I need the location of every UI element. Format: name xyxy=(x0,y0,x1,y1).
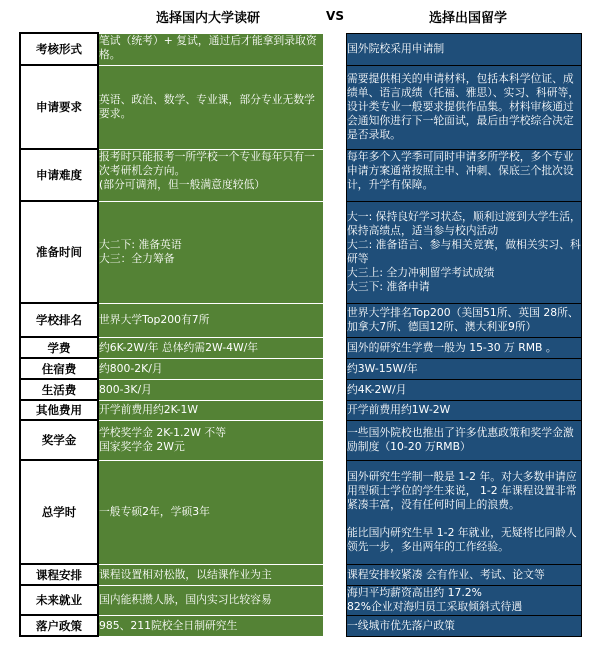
domestic-cell: 大二下: 准备英语 大三：全力筹备 xyxy=(98,201,324,303)
table-row xyxy=(20,460,582,564)
table-row xyxy=(20,379,582,400)
abroad-cell: 国外院校采用申请制 xyxy=(347,33,582,65)
domestic-cell: 约6K-2W/年 总体约需2W-4W/年 xyxy=(98,337,324,358)
abroad-cell: 国外的研究生学费一般为 15-30 万 RMB 。 xyxy=(347,337,582,358)
column-separator xyxy=(324,400,347,420)
domestic-cell: 课程设置相对松散，以结课作业为主 xyxy=(98,564,324,585)
column-separator xyxy=(324,358,347,379)
domestic-cell: 国内能积攒人脉，国内实习比较容易 xyxy=(98,585,324,615)
domestic-column-title: 选择国内大学读研 xyxy=(155,10,260,26)
abroad-cell: 海归平均薪资高出约 17.2% 82%企业对海归员工采取倾斜式待遇 xyxy=(347,585,582,615)
row-label: 总学时 xyxy=(20,460,98,564)
table-row xyxy=(20,33,582,65)
row-label: 其他费用 xyxy=(20,400,98,420)
abroad-cell: 课程安排较紧凑 会有作业、考试、论文等 xyxy=(347,564,582,585)
table-row xyxy=(20,400,582,420)
abroad-cell: 世界大学排名Top200（美国51所、英国 28所、加拿大7所、德国12所、澳大利亚9所） xyxy=(347,303,582,337)
domestic-cell: 985、211院校全日制研究生 xyxy=(98,615,324,636)
column-separator xyxy=(324,33,347,65)
row-label: 奖学金 xyxy=(20,420,98,460)
domestic-cell: 笔试（统考）+ 复试，通过后才能拿到录取资格。 xyxy=(98,33,324,65)
row-label: 未来就业 xyxy=(20,585,98,615)
abroad-cell: 每年多个入学季可同时申请多所学校，多个专业申请方案通常按照主申、冲刺、保底三个批次设计，升学有保障。 xyxy=(347,149,582,201)
row-label: 准备时间 xyxy=(20,201,98,303)
row-label: 生活费 xyxy=(20,379,98,400)
table-row xyxy=(20,201,582,303)
column-separator xyxy=(324,149,347,201)
column-separator xyxy=(324,615,347,636)
table-row xyxy=(20,337,582,358)
domestic-cell: 一般专硕2年，学硕3年 xyxy=(98,460,324,564)
row-label: 申请要求 xyxy=(20,65,98,149)
abroad-cell: 开学前费用约1W-2W xyxy=(347,400,582,420)
column-separator xyxy=(324,460,347,564)
abroad-cell: 需要提供相关的申请材料，包括本科学位证、成绩单、语言成绩（托福、雅思）、实习、科研等，设计类专业一般要求提供作品集。材料审核通过会通知你进行下一轮面试，最后由学校综合决定是否录取。 xyxy=(347,65,582,149)
table-row xyxy=(20,358,582,379)
table-row xyxy=(20,585,582,615)
domestic-cell: 800-3K/月 xyxy=(98,379,324,400)
comparison-table xyxy=(19,32,582,637)
abroad-cell: 约3W-15W/年 xyxy=(347,358,582,379)
row-label: 落户政策 xyxy=(20,615,98,636)
domestic-cell: 学校奖学金 2K-1.2W 不等 国家奖学金 2W元 xyxy=(98,420,324,460)
domestic-cell: 约800-2K/月 xyxy=(98,358,324,379)
zhihu-logo: 知乎 xyxy=(479,643,506,658)
column-separator xyxy=(324,585,347,615)
column-separator xyxy=(324,337,347,358)
watermark xyxy=(480,639,590,658)
table-row xyxy=(20,149,582,201)
column-separator xyxy=(324,420,347,460)
abroad-cell: 国外研究生学制一般是 1-2 年。对大多数申请应用型硕士学位的学生来说， 1-2 年课程设置非常紧凑丰富，没有任何时间上的浪费。 能比国内研究生早 1-2 年就业，无疑将比同龄人领先一步，多出两年的工作经验。 xyxy=(347,460,582,564)
watermark-author: @小巫说留学 xyxy=(511,643,590,658)
row-label: 考核形式 xyxy=(20,33,98,65)
domestic-cell: 世界大学Top200有7所 xyxy=(98,303,324,337)
abroad-cell: 一些国外院校也推出了许多优惠政策和奖学金激励制度（10-20 万RMB） xyxy=(347,420,582,460)
table-row xyxy=(20,615,582,636)
row-label: 学校排名 xyxy=(20,303,98,337)
row-label: 申请难度 xyxy=(20,149,98,201)
domestic-cell: 开学前费用约2K-1W xyxy=(98,400,324,420)
abroad-cell: 约4K-2W/月 xyxy=(347,379,582,400)
column-separator xyxy=(324,303,347,337)
table-row xyxy=(20,303,582,337)
column-separator xyxy=(324,201,347,303)
abroad-column-title: 选择出国留学 xyxy=(428,10,507,26)
column-separator xyxy=(324,65,347,149)
domestic-cell: 英语、政治、数学、专业课，部分专业无数学要求。 xyxy=(98,65,324,149)
table-row xyxy=(20,420,582,460)
row-label: 课程安排 xyxy=(20,564,98,585)
row-label: 住宿费 xyxy=(20,358,98,379)
domestic-cell: 报考时只能报考一所学校一个专业每年只有一次考研机会方向。 (部分可调剂，但一般满意度较低） xyxy=(98,149,324,201)
column-separator xyxy=(324,564,347,585)
table-row xyxy=(20,65,582,149)
abroad-cell: 一线城市优先落户政策 xyxy=(347,615,582,636)
row-label: 学费 xyxy=(20,337,98,358)
table-row xyxy=(20,564,582,585)
vs-label: VS xyxy=(326,9,344,23)
column-separator xyxy=(324,379,347,400)
abroad-cell: 大一: 保持良好学习状态，顺利过渡到大学生活，保持高绩点，适当参与校内活动 大二: 准备语言、参与相关竞赛，做相关实习、科研等 大三上: 全力冲刺留学考试成绩 大三下: 准备申请 xyxy=(347,201,582,303)
